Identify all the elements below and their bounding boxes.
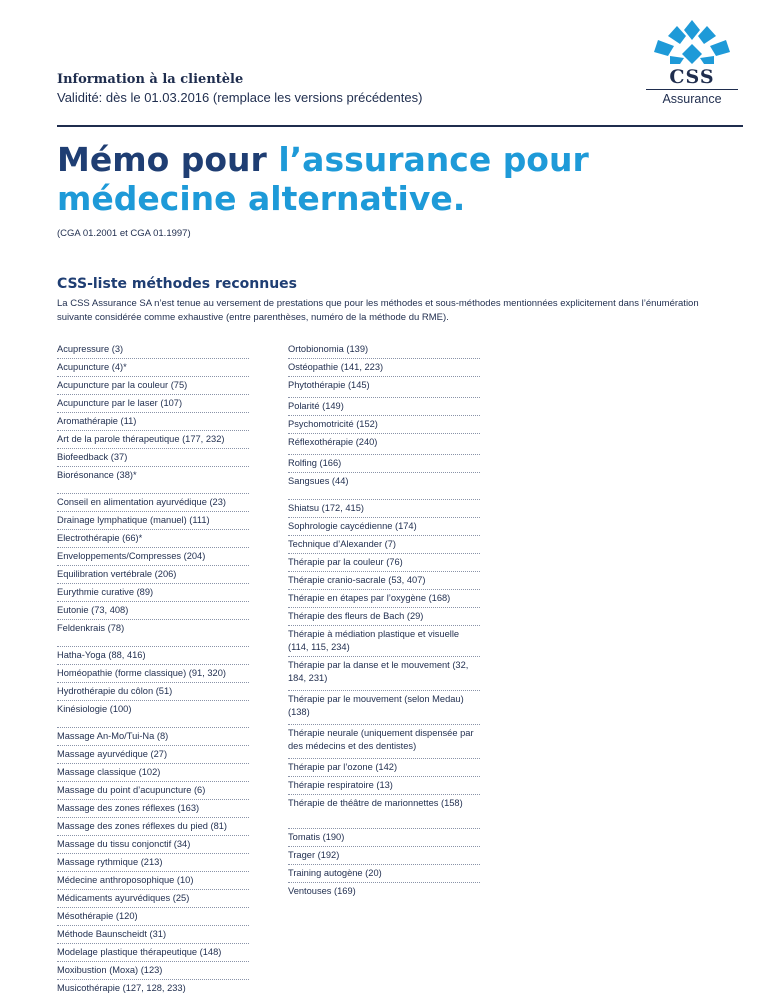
method-item: Thérapie par l’ozone (142): [288, 759, 480, 777]
method-item: Polarité (149): [288, 398, 480, 416]
method-item: Rolfing (166): [288, 455, 480, 473]
section-intro: La CSS Assurance SA n’est tenue au versement de prestations que pour les méthodes et sous-méthodes mentionnées explicitement dans l’énumération suivante considérée comme exhaustive (entre parenthèses, numéro de la méthode du RME).: [57, 298, 699, 323]
method-item: Thérapie à médiation plastique et visuelle (114, 115, 234): [288, 626, 480, 657]
method-item: Electrothérapie (66)*: [57, 530, 249, 548]
method-item: Massage du tissu conjonctif (34): [57, 836, 249, 854]
method-item: Massage des zones réflexes (163): [57, 800, 249, 818]
logo-divider: [646, 89, 738, 90]
method-item: Training autogène (20): [288, 865, 480, 883]
method-item: Acupuncture (4)*: [57, 359, 249, 377]
method-item: Thérapie neurale (uniquement dispensée par des médecins et des dentistes): [288, 725, 480, 759]
method-item: Modelage plastique thérapeutique (148): [57, 944, 249, 962]
page-title: [57, 140, 717, 218]
method-item: Art de la parole thérapeutique (177, 232): [57, 431, 249, 449]
methods-list-left: [57, 341, 249, 994]
method-item: Moxibustion (Moxa) (123): [57, 962, 249, 980]
method-item: Conseil en alimentation ayurvédique (23): [57, 494, 249, 512]
method-item: Technique d’Alexander (7): [288, 536, 480, 554]
method-item: Feldenkrais (78): [57, 620, 249, 647]
method-item: Thérapie cranio-sacrale (53, 407): [288, 572, 480, 590]
method-item: Psychomotricité (152): [288, 416, 480, 434]
method-item: Kinésiologie (100): [57, 701, 249, 728]
method-item: Trager (192): [288, 847, 480, 865]
method-item: Musicothérapie (127, 128, 233): [57, 983, 186, 993]
method-item: Médicaments ayurvédiques (25): [57, 890, 249, 908]
method-item: Massage classique (102): [57, 764, 249, 782]
info-label: Information à la clientèle: [57, 72, 244, 87]
title-part-light: l’assurance pour médecine alternative.: [57, 140, 589, 218]
method-item: Massage des zones réflexes du pied (81): [57, 818, 249, 836]
method-item: Thérapie par la couleur (76): [288, 554, 480, 572]
logo-subtitle: Assurance: [662, 92, 722, 106]
method-item: Drainage lymphatique (manuel) (111): [57, 512, 249, 530]
logo-name: CSS: [669, 66, 715, 88]
method-item: Ventouses (169): [288, 886, 356, 896]
method-item: Thérapie par le mouvement (selon Medau) (138): [288, 691, 480, 725]
section-title: CSS-liste méthodes reconnues: [57, 276, 298, 292]
method-item: Biofeedback (37): [57, 449, 249, 467]
method-item: Acupuncture par le laser (107): [57, 395, 249, 413]
method-item: Homéopathie (forme classique) (91, 320): [57, 665, 249, 683]
method-item: Médecine anthroposophique (10): [57, 872, 249, 890]
cga-reference: (CGA 01.2001 et CGA 01.1997): [57, 228, 191, 239]
method-item: Massage du point d’acupuncture (6): [57, 782, 249, 800]
method-item: Tomatis (190): [288, 829, 480, 847]
method-item: Shiatsu (172, 415): [288, 500, 480, 518]
method-item: Phytothérapie (145): [288, 377, 480, 398]
method-item: Massage An-Mo/Tui-Na (8): [57, 728, 249, 746]
logo-text: [640, 66, 744, 106]
method-item: Equilibration vertébrale (206): [57, 566, 249, 584]
method-item: Biorésonance (38)*: [57, 467, 249, 494]
header-rule: [57, 125, 743, 127]
method-item: Massage ayurvédique (27): [57, 746, 249, 764]
method-item: Thérapie par la danse et le mouvement (32, 184, 231): [288, 657, 480, 691]
method-item: Enveloppements/Compresses (204): [57, 548, 249, 566]
method-item: Eurythmie curative (89): [57, 584, 249, 602]
title-part-dark: Mémo pour: [57, 140, 279, 179]
method-item: Hydrothérapie du côlon (51): [57, 683, 249, 701]
methods-list-right: [288, 341, 480, 900]
method-item: Mésothérapie (120): [57, 908, 249, 926]
method-item: Thérapie des fleurs de Bach (29): [288, 608, 480, 626]
method-item: Méthode Baunscheidt (31): [57, 926, 249, 944]
header: [57, 72, 717, 105]
method-item: Eutonie (73, 408): [57, 602, 249, 620]
validity-text: Validité: dès le 01.03.2016 (remplace les versions précédentes): [57, 90, 423, 105]
method-item: Ostéopathie (141, 223): [288, 359, 480, 377]
method-item: Aromathérapie (11): [57, 413, 249, 431]
method-item: Sophrologie caycédienne (174): [288, 518, 480, 536]
method-item: Sangsues (44): [288, 473, 480, 500]
method-item: Thérapie de théâtre de marionnettes (158): [288, 795, 480, 829]
method-item: Massage rythmique (213): [57, 854, 249, 872]
method-item: Thérapie en étapes par l’oxygène (168): [288, 590, 480, 608]
method-item: Acupressure (3): [57, 341, 249, 359]
method-item: Hatha-Yoga (88, 416): [57, 647, 249, 665]
method-item: Ortobionomia (139): [288, 341, 480, 359]
method-item: Thérapie respiratoire (13): [288, 777, 480, 795]
method-item: Acupuncture par la couleur (75): [57, 377, 249, 395]
method-item: Réflexothérapie (240): [288, 434, 480, 455]
